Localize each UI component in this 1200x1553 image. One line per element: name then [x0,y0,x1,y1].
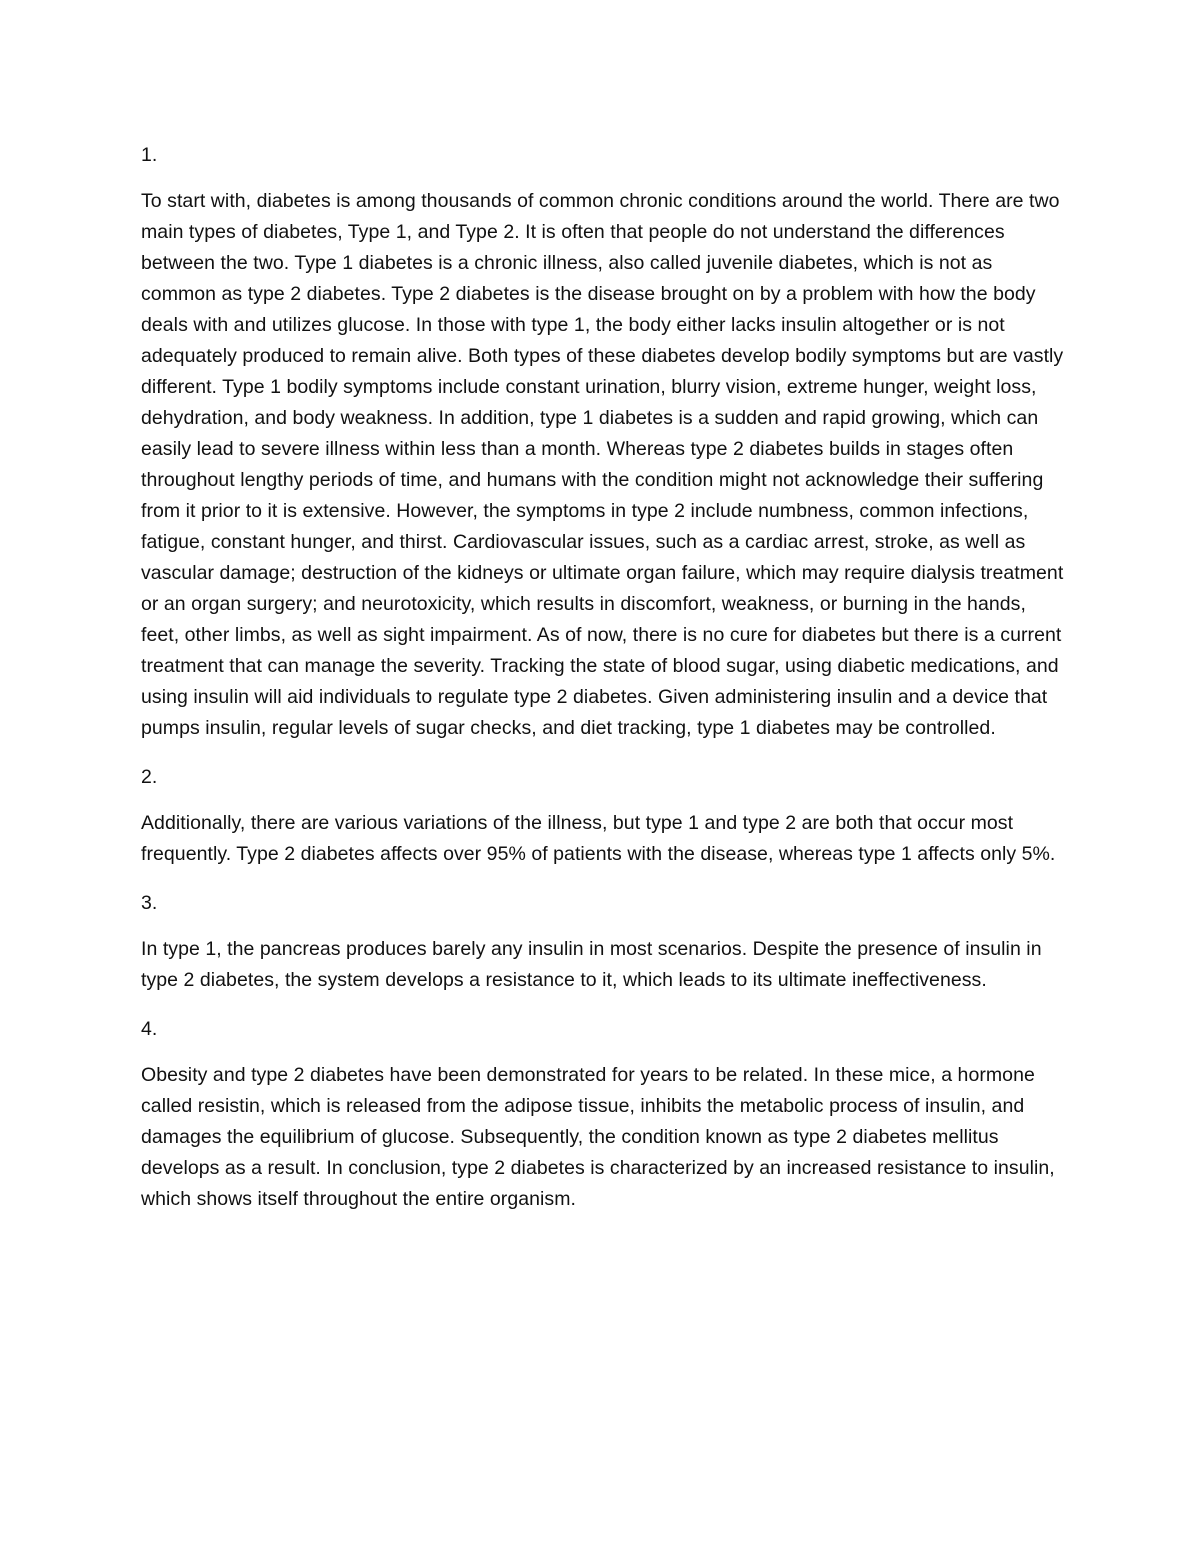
section-number: 1. [141,144,158,166]
section-2 [141,762,1066,870]
section-number: 3. [141,892,158,914]
section-paragraph: To start with, diabetes is among thousands of common chronic conditions around the world. There are two main types of diabetes, Type 1, and Type 2. It is often that people do not understand the differences between the two. Type 1 diabetes is a chronic illness, also called juvenile diabetes, which is not as common as type 2 diabetes. Type 2 diabetes is the disease brought on by a problem with how the body deals with and utilizes glucose. In those with type 1, the body either lacks insulin altogether or is not adequately produced to remain alive. Both types of these diabetes develop bodily symptoms but are vastly different. Type 1 bodily symptoms include constant urination, blurry vision, extreme hunger, weight loss, dehydration, and body weakness. In addition, type 1 diabetes is a sudden and rapid growing, which can easily lead to severe illness within less than a month. Whereas type 2 diabetes builds in stages often throughout lengthy periods of time, and humans with the condition might not acknowledge their suffering from it prior to it is extensive. However, the symptoms in type 2 include numbness, common infections, fatigue, constant hunger, and thirst. Cardiovascular issues, such as a cardiac arrest, stroke, as well as vascular damage; destruction of the kidneys or ultimate organ failure, which may require dialysis treatment or an organ surgery; and neurotoxicity, which results in discomfort, weakness, or burning in the hands, feet, other limbs, as well as sight impairment. As of now, there is no cure for diabetes but there is a current treatment that can manage the severity. Tracking the state of blood sugar, using diabetic medications, and using insulin will aid individuals to regulate type 2 diabetes. Given administering insulin and a device that pumps insulin, regular levels of sugar checks, and diet tracking, type 1 diabetes may be controlled. [141,190,1064,739]
section-number: 2. [141,766,158,788]
section-number: 4. [141,1018,158,1040]
document-page [141,140,1066,1233]
section-paragraph: In type 1, the pancreas produces barely any insulin in most scenarios. Despite the presence of insulin in type 2 diabetes, the system develops a resistance to it, which leads to its ultimate ineffectiveness. [141,938,1042,991]
section-paragraph: Additionally, there are various variations of the illness, but type 1 and type 2 are both that occur most frequently. Type 2 diabetes affects over 95% of patients with the disease, whereas type 1 affects only 5%. [141,812,1056,865]
section-paragraph: Obesity and type 2 diabetes have been demonstrated for years to be related. In these mice, a hormone called resistin, which is released from the adipose tissue, inhibits the metabolic process of insulin, and damages the equilibrium of glucose. Subsequently, the condition known as type 2 diabetes mellitus develops as a result. In conclusion, type 2 diabetes is characterized by an increased resistance to insulin, which shows itself throughout the entire organism. [141,1064,1055,1210]
section-4 [141,1014,1066,1215]
section-1 [141,140,1066,744]
section-3 [141,888,1066,996]
